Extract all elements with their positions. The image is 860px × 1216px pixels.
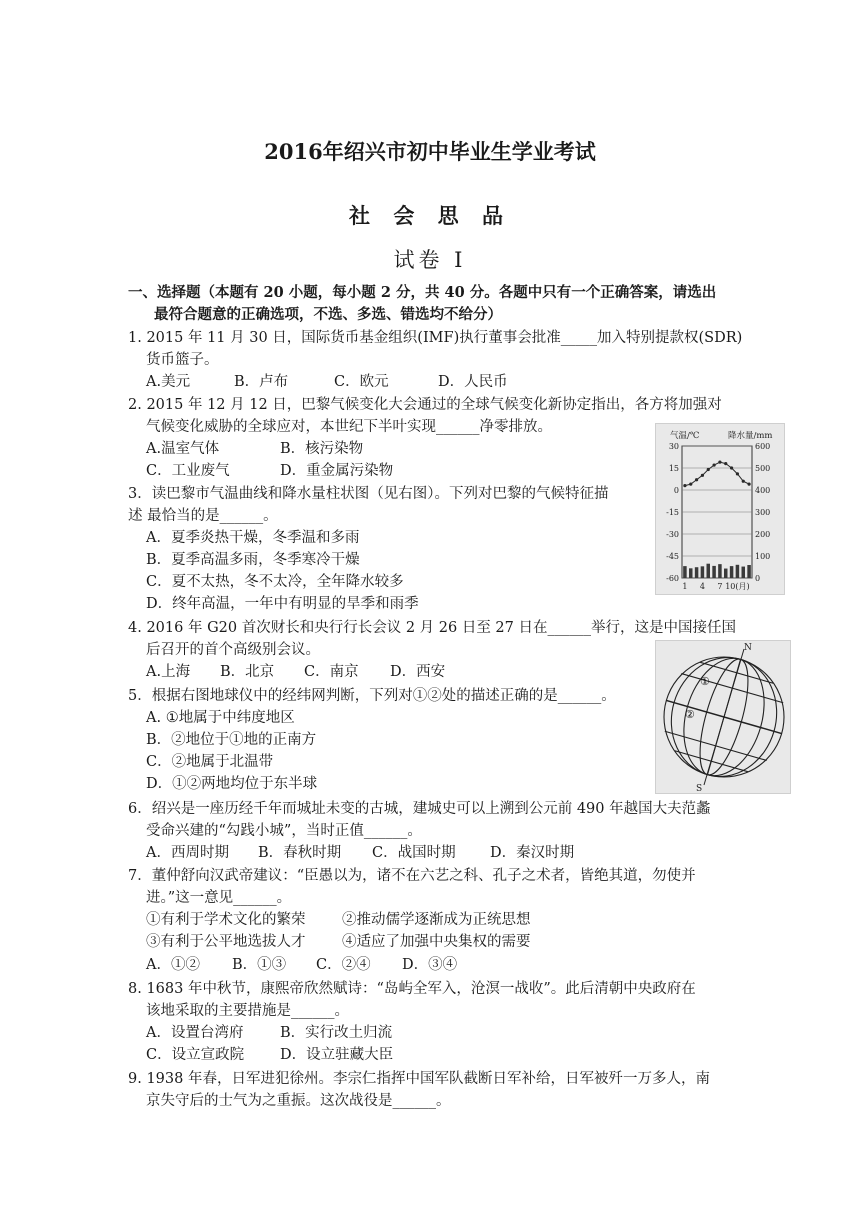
option-d[interactable]: D．重金属污染物	[280, 463, 394, 479]
temp-axis-title: 气温/℃	[670, 431, 700, 441]
south-label: S	[696, 784, 703, 793]
option-b[interactable]: B．实行改土归流	[280, 1025, 393, 1041]
question-4: 4. 2016 年 G20 首次财长和央行行长会议 2 月 26 日至 27 日在______举行，这是中国接任国	[128, 620, 736, 636]
temp-point	[747, 483, 750, 486]
globe-svg	[656, 641, 790, 793]
question-4-cont: 后召开的首个高级别会议。	[146, 642, 320, 658]
question-7-cont: 进。”这一意见______。	[146, 890, 292, 906]
question-2: 2. 2015 年 12 月 12 日，巴黎气候变化大会通过的全球气候变化新协定指出，各方将加强对	[128, 397, 722, 413]
option-c[interactable]: C．南京	[304, 664, 359, 680]
temp-point	[724, 462, 727, 465]
globe-figure	[655, 640, 791, 794]
temp-point	[701, 474, 704, 477]
precip-bar	[742, 567, 746, 578]
question-1: 1. 2015 年 11 月 30 日，国际货币基金组织(IMF)执行董事会批准_____加入特别提款权(SDR)	[128, 330, 743, 346]
temp-point	[742, 480, 745, 483]
option-a[interactable]: A．西周时期	[146, 845, 229, 861]
precip-tick-label: 500	[755, 464, 771, 473]
north-label: N	[744, 643, 752, 653]
point-2-label: ②	[685, 708, 695, 721]
temp-tick-label: 15	[668, 464, 679, 473]
month-tick-label: 10(月)	[725, 582, 750, 591]
option-b[interactable]: B．①③	[232, 957, 287, 973]
paper-title: 试卷 Ⅰ	[393, 248, 467, 272]
question-7: 7．董仲舒向汉武帝建议：“臣愚以为，诸不在六艺之科、孔子之术者，皆绝其道，勿使并	[128, 868, 696, 884]
month-tick-label: 4	[699, 582, 705, 591]
exam-title: 2016年绍兴市初中毕业生学业考试	[264, 139, 596, 164]
option-a[interactable]: A.上海	[146, 664, 191, 680]
option-b[interactable]: B．北京	[220, 664, 275, 680]
option-c[interactable]: C．战国时期	[372, 845, 456, 861]
question-3-option-a[interactable]: A．夏季炎热干燥，冬季温和多雨	[146, 530, 360, 546]
question-5-option-a[interactable]: A. ①地属于中纬度地区	[146, 710, 295, 726]
question-9-cont: 京失守后的士气为之重振。这次战役是______。	[146, 1093, 451, 1109]
precip-bar	[718, 564, 722, 578]
temp-point	[683, 484, 686, 487]
option-a[interactable]: A．设置台湾府	[146, 1025, 244, 1041]
statement-2: ②推动儒学逐渐成为正统思想	[342, 912, 531, 928]
precip-bar	[701, 566, 705, 578]
paris-climate-chart	[655, 423, 785, 595]
temp-point	[689, 483, 692, 486]
precip-bar	[730, 566, 734, 578]
subject-title: 社 会 思 品	[349, 203, 511, 228]
question-5-option-d[interactable]: D．①②两地均位于东半球	[146, 776, 318, 792]
option-c[interactable]: C．欧元	[334, 374, 389, 390]
option-b[interactable]: B．春秋时期	[258, 845, 342, 861]
month-tick-label: 1	[682, 582, 688, 591]
option-d[interactable]: D．设立驻藏大臣	[280, 1047, 394, 1063]
question-3-option-c[interactable]: C．夏不太热，冬不太冷，全年降水较多	[146, 574, 404, 590]
option-b[interactable]: B．卢布	[234, 374, 289, 390]
statement-4: ④适应了加强中央集权的需要	[342, 934, 531, 950]
question-3-cont: 述 最恰当的是______。	[128, 508, 278, 524]
question-1-cont: 货币篮子。	[146, 352, 219, 368]
option-d[interactable]: D．人民币	[438, 374, 508, 390]
question-5-option-c[interactable]: C．②地属于北温带	[146, 754, 274, 770]
question-3: 3．读巴黎市气温曲线和降水量柱状图（见右图）。下列对巴黎的气候特征描	[128, 486, 609, 502]
question-3-option-b[interactable]: B．夏季高温多雨，冬季寒冷干燥	[146, 552, 360, 568]
section-heading-cont: 最符合题意的正确选项，不选、多选、错选均不给分）	[154, 306, 502, 323]
precip-bar	[712, 566, 716, 578]
temp-tick-label: 0	[673, 486, 679, 495]
question-6: 6．绍兴是一座历经千年而城址未变的古城，建城史可以上溯到公元前 490 年越国大夫范蠡	[128, 801, 711, 817]
precip-bar	[689, 568, 693, 578]
option-b[interactable]: B．核污染物	[280, 441, 364, 457]
temp-tick-label: -30	[666, 530, 679, 539]
question-5: 5．根据右图地球仪中的经纬网判断，下列对①②处的描述正确的是______。	[128, 688, 616, 704]
precip-axis-title: 降水量/mm	[728, 431, 773, 441]
temp-point	[695, 478, 698, 481]
temp-point	[718, 461, 721, 464]
option-a[interactable]: A.温室气体	[146, 441, 220, 457]
option-a[interactable]: A．①②	[146, 957, 200, 973]
temp-point	[712, 463, 715, 466]
question-8-cont: 该地采取的主要措施是______。	[146, 1003, 349, 1019]
month-tick-label: 7	[717, 582, 723, 591]
precip-tick-label: 0	[755, 574, 761, 583]
precip-tick-label: 400	[755, 486, 771, 495]
option-c[interactable]: C．工业废气	[146, 463, 230, 479]
question-5-option-b[interactable]: B．②地位于①地的正南方	[146, 732, 317, 748]
option-a[interactable]: A.美元	[146, 374, 191, 390]
option-c[interactable]: C．设立宣政院	[146, 1047, 245, 1063]
question-2-cont: 气候变化威胁的全球应对，本世纪下半叶实现______净零排放。	[146, 419, 552, 435]
precip-tick-label: 100	[755, 552, 771, 561]
question-9: 9. 1938 年春，日军进犯徐州。李宗仁指挥中国军队截断日军补给，日军被歼一万多人，南	[128, 1071, 710, 1087]
statement-3: ③有利于公平地选拔人才	[146, 934, 306, 950]
precip-bar	[736, 565, 740, 578]
temp-tick-label: 30	[668, 442, 679, 451]
section-heading: 一、选择题（本题有 20 小题，每小题 2 分，共 40 分。各题中只有一个正确答案，请选出	[128, 284, 717, 301]
precip-tick-label: 200	[755, 530, 771, 539]
precip-bar	[695, 567, 699, 578]
temp-tick-label: -45	[666, 552, 679, 561]
precip-bar	[724, 569, 728, 578]
temp-point	[736, 472, 739, 475]
option-d[interactable]: D．西安	[390, 664, 446, 680]
temp-point	[730, 466, 733, 469]
option-d[interactable]: D．秦汉时期	[490, 845, 575, 861]
precip-tick-label: 600	[755, 442, 771, 451]
temp-tick-label: -15	[666, 508, 679, 517]
question-3-option-d[interactable]: D．终年高温，一年中有明显的旱季和雨季	[146, 596, 419, 612]
temperature-line	[685, 462, 749, 485]
option-d[interactable]: D．③④	[402, 957, 458, 973]
option-c[interactable]: C．②④	[316, 957, 371, 973]
point-1-label: ①	[700, 675, 710, 688]
question-6-cont: 受命兴建的“勾践小城”，当时正值______。	[146, 823, 422, 839]
temp-tick-label: -60	[666, 574, 679, 583]
question-8: 8. 1683 年中秋节，康熙帝欣然赋诗：“岛屿全军入，沧溟一战收”。此后清朝中央政府在	[128, 981, 696, 997]
temp-point	[707, 468, 710, 471]
climate-chart-svg	[656, 424, 784, 594]
precip-tick-label: 300	[755, 508, 771, 517]
precip-bar	[707, 564, 711, 578]
statement-1: ①有利于学术文化的繁荣	[146, 912, 306, 928]
precip-bar	[747, 565, 751, 578]
precip-bar	[683, 566, 687, 578]
